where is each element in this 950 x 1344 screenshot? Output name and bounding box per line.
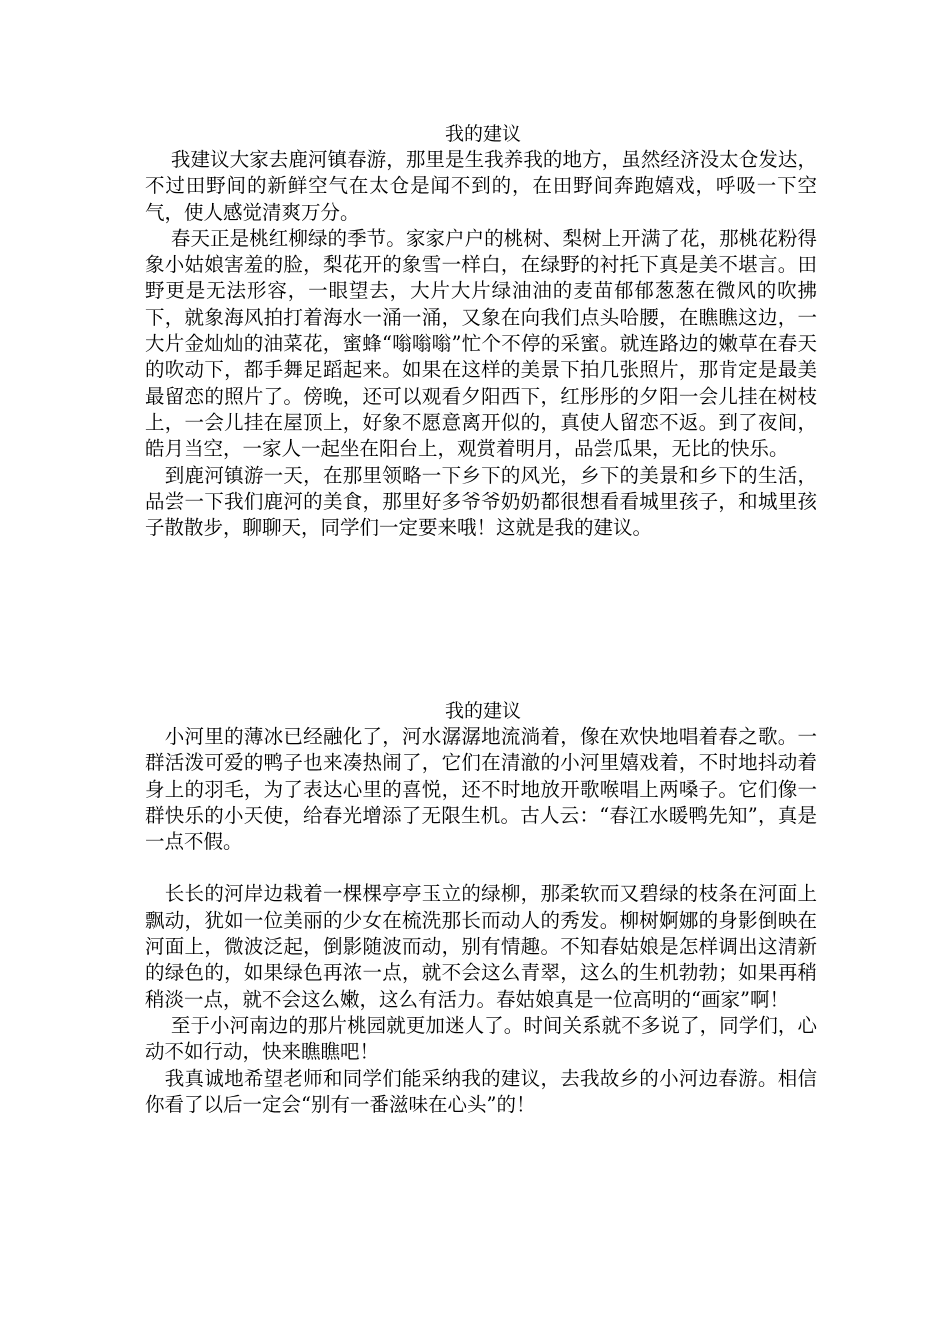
- essay-paragraph: 至于小河南边的那片桃园就更加迷人了。时间关系就不多说了，同学们，心动不如行动，快来瞧瞧吧！: [145, 1013, 817, 1064]
- essay-paragraph: 我建议大家去鹿河镇春游，那里是生我养我的地方，虽然经济没太仓发达，不过田野间的新鲜空气在太仓是闻不到的，在田野间奔跑嬉戏，呼吸一下空气，使人感觉清爽万分。: [145, 148, 817, 224]
- essay-title: 我的建议: [444, 700, 521, 722]
- essay-paragraph: 到鹿河镇游一天，在那里领略一下乡下的风光，乡下的美景和乡下的生活，品尝一下我们鹿河的美食，那里好多爷爷奶奶都很想看看城里孩子，和城里孩子散散步，聊聊天，同学们一定要来哦！这就是我的建议。: [145, 463, 817, 540]
- essay-paragraph: 小河里的薄冰已经融化了，河水潺潺地流淌着，像在欢快地唱着春之歌。一群活泼可爱的鸭子也来凑热闹了，它们在清澈的小河里嬉戏着，不时地抖动着身上的羽毛，为了表达心里的喜悦，还不时地放开歌喉唱上两嗓子。它们像一群快乐的小天使，给春光增添了无限生机。古人云：“春江水暖鸭先知”，真是一点不假。: [145, 725, 817, 854]
- essay-paragraph: 我真诚地希望老师和同学们能采纳我的建议，去我故乡的小河边春游。相信你看了以后一定会“别有一番滋味在心头”的！: [145, 1066, 817, 1116]
- blank-line: [145, 855, 817, 881]
- essay-1: [145, 121, 817, 541]
- essay-paragraph: 春天正是桃红柳绿的季节。家家户户的桃树、梨树上开满了花，那桃花粉得象小姑娘害羞的脸，梨花开的象雪一样白，在绿野的衬托下真是美不堪言。田野更是无法形容，一眼望去，大片大片绿油油的麦苗郁郁葱葱在微风的吹拂下，就象海风拍打着海水一涌一涌，又象在向我们点头哈腰，在瞧瞧这边，一大片金灿灿的油菜花，蜜蜂“嗡嗡嗡”忙个不停的采蜜。就连路边的嫩草在春天的吹动下，都手舞足蹈起来。如果在这样的美景下拍几张照片，那肯定是最美最留恋的照片了。傍晚，还可以观看夕阳西下，红彤彤的夕阳一会儿挂在树枝上，一会儿挂在屋顶上，好象不愿意离开似的，真使人留恋不返。到了夜间，皓月当空，一家人一起坐在阳台上，观赏着明月，品尝瓜果，无比的快乐。: [145, 226, 817, 461]
- essay-paragraph: 长长的河岸边栽着一棵棵亭亭玉立的绿柳，那柔软而又碧绿的枝条在河面上飘动，犹如一位美丽的少女在梳洗那长而动人的秀发。柳树婀娜的身影倒映在河面上，微波泛起，倒影随波而动，别有情趣。不知春姑娘是怎样调出这清新的绿色的，如果绿色再浓一点，就不会这么青翠，这么的生机勃勃；如果再稍稍淡一点，就不会这么嫩，这么有活力。春姑娘真是一位高明的“画家”啊！: [145, 882, 817, 1011]
- essay-title: 我的建议: [444, 123, 521, 145]
- essay-2: [145, 698, 817, 1118]
